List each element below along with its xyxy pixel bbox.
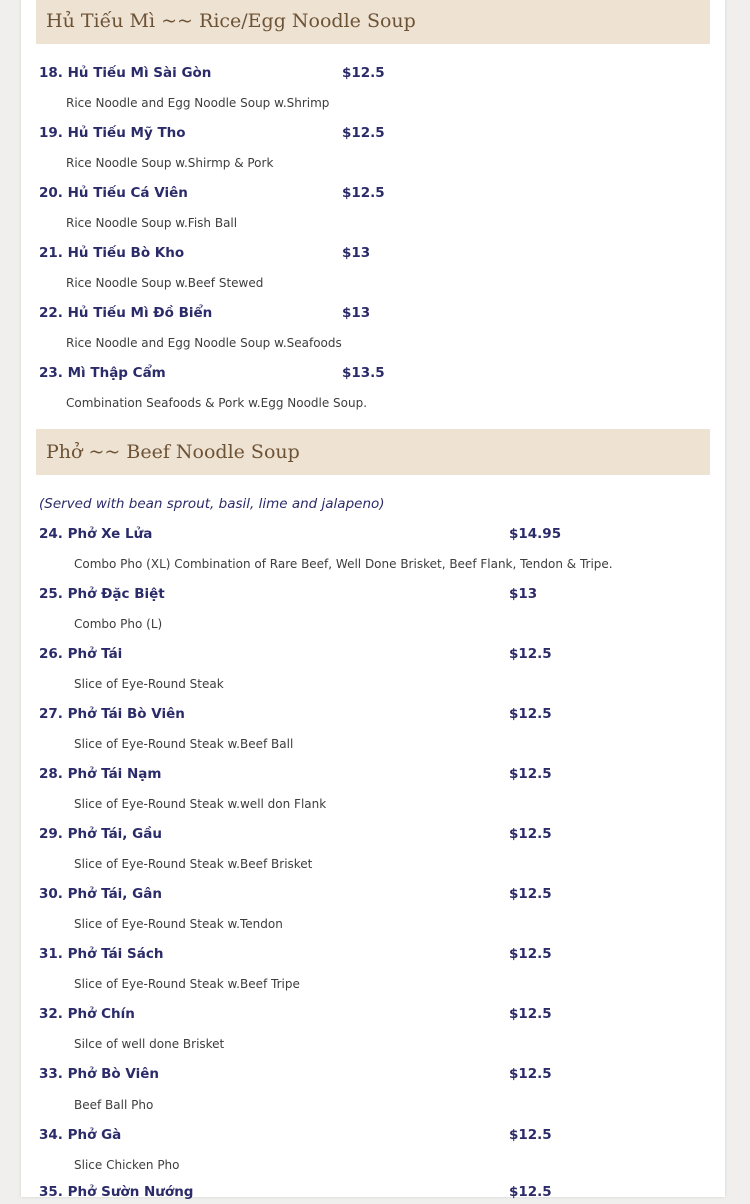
item-price: $13 <box>342 305 371 321</box>
item-description: Rice Noodle and Egg Noodle Soup w.Seafoods <box>66 336 342 350</box>
item-price: $12.5 <box>509 766 552 782</box>
item-name: 30. Phở Tái, Gân <box>39 886 162 902</box>
item-price: $14.95 <box>509 526 562 542</box>
item-name: 20. Hủ Tiếu Cá Viên <box>39 185 188 201</box>
item-price: $12.5 <box>509 1066 552 1082</box>
item-name: 31. Phở Tái Sách <box>39 946 164 962</box>
item-price: $12.5 <box>509 886 552 902</box>
item-name: 27. Phở Tái Bò Viên <box>39 706 185 722</box>
item-description: Slice of Eye-Round Steak <box>74 677 224 691</box>
item-description: Rice Noodle Soup w.Shirmp & Pork <box>66 156 274 170</box>
item-description: Combo Pho (XL) Combination of Rare Beef, Well Done Brisket, Beef Flank, Tendon & Tripe. <box>74 557 613 571</box>
item-description: Combo Pho (L) <box>74 617 163 631</box>
item-description: Slice of Eye-Round Steak w.Tendon <box>74 917 283 931</box>
item-price: $12.5 <box>342 125 385 141</box>
item-description: Combination Seafoods & Pork w.Egg Noodle Soup. <box>66 396 368 410</box>
item-price: $13 <box>342 245 371 261</box>
item-price: $12.5 <box>509 1006 552 1022</box>
item-description: Rice Noodle Soup w.Beef Stewed <box>66 276 264 290</box>
item-description: Slice Chicken Pho <box>74 1158 180 1172</box>
item-name: 22. Hủ Tiếu Mì Đồ Biển <box>39 305 213 321</box>
section-header-pho: Phở ~~ Beef Noodle Soup <box>36 429 710 475</box>
item-name: 28. Phở Tái Nạm <box>39 766 162 782</box>
item-name: 29. Phở Tái, Gầu <box>39 826 162 842</box>
item-description: Slice of Eye-Round Steak w.Beef Brisket <box>74 857 313 871</box>
item-name: 34. Phở Gà <box>39 1127 122 1143</box>
item-price: $12.5 <box>509 1127 552 1143</box>
item-description: Beef Ball Pho <box>74 1098 154 1112</box>
item-name: 25. Phở Đặc Biệt <box>39 586 165 602</box>
section-header-hu-tieu: Hủ Tiếu Mì ~~ Rice/Egg Noodle Soup <box>36 0 710 44</box>
item-price: $12.5 <box>342 185 385 201</box>
item-description: Rice Noodle Soup w.Fish Ball <box>66 216 238 230</box>
item-price: $12.5 <box>509 646 552 662</box>
item-description: Slice of Eye-Round Steak w.Beef Tripe <box>74 977 300 991</box>
item-price: $12.5 <box>509 706 552 722</box>
item-name: 19. Hủ Tiếu Mỹ Tho <box>39 125 186 141</box>
menu-page <box>21 0 725 1200</box>
item-name: 23. Mì Thập Cẩm <box>39 365 166 381</box>
item-price: $12.5 <box>509 826 552 842</box>
item-name: 32. Phở Chín <box>39 1006 135 1022</box>
section-note: (Served with bean sprout, basil, lime and jalapeno) <box>39 496 385 512</box>
item-name: 33. Phở Bò Viên <box>39 1066 159 1082</box>
item-description: Silce of well done Brisket <box>74 1037 225 1051</box>
item-name: 26. Phở Tái <box>39 646 123 662</box>
item-price: $12.5 <box>509 1184 552 1200</box>
item-description: Slice of Eye-Round Steak w.well don Flank <box>74 797 327 811</box>
item-price: $12.5 <box>509 946 552 962</box>
item-price: $13.5 <box>342 365 385 381</box>
item-description: Rice Noodle and Egg Noodle Soup w.Shrimp <box>66 96 330 110</box>
item-name: 35. Phở Sườn Nướng <box>39 1184 194 1200</box>
item-name: 24. Phở Xe Lửa <box>39 526 153 542</box>
item-description: Slice of Eye-Round Steak w.Beef Ball <box>74 737 294 751</box>
item-price: $13 <box>509 586 538 602</box>
item-name: 18. Hủ Tiếu Mì Sài Gòn <box>39 65 212 81</box>
item-price: $12.5 <box>342 65 385 81</box>
item-name: 21. Hủ Tiếu Bò Kho <box>39 245 185 261</box>
